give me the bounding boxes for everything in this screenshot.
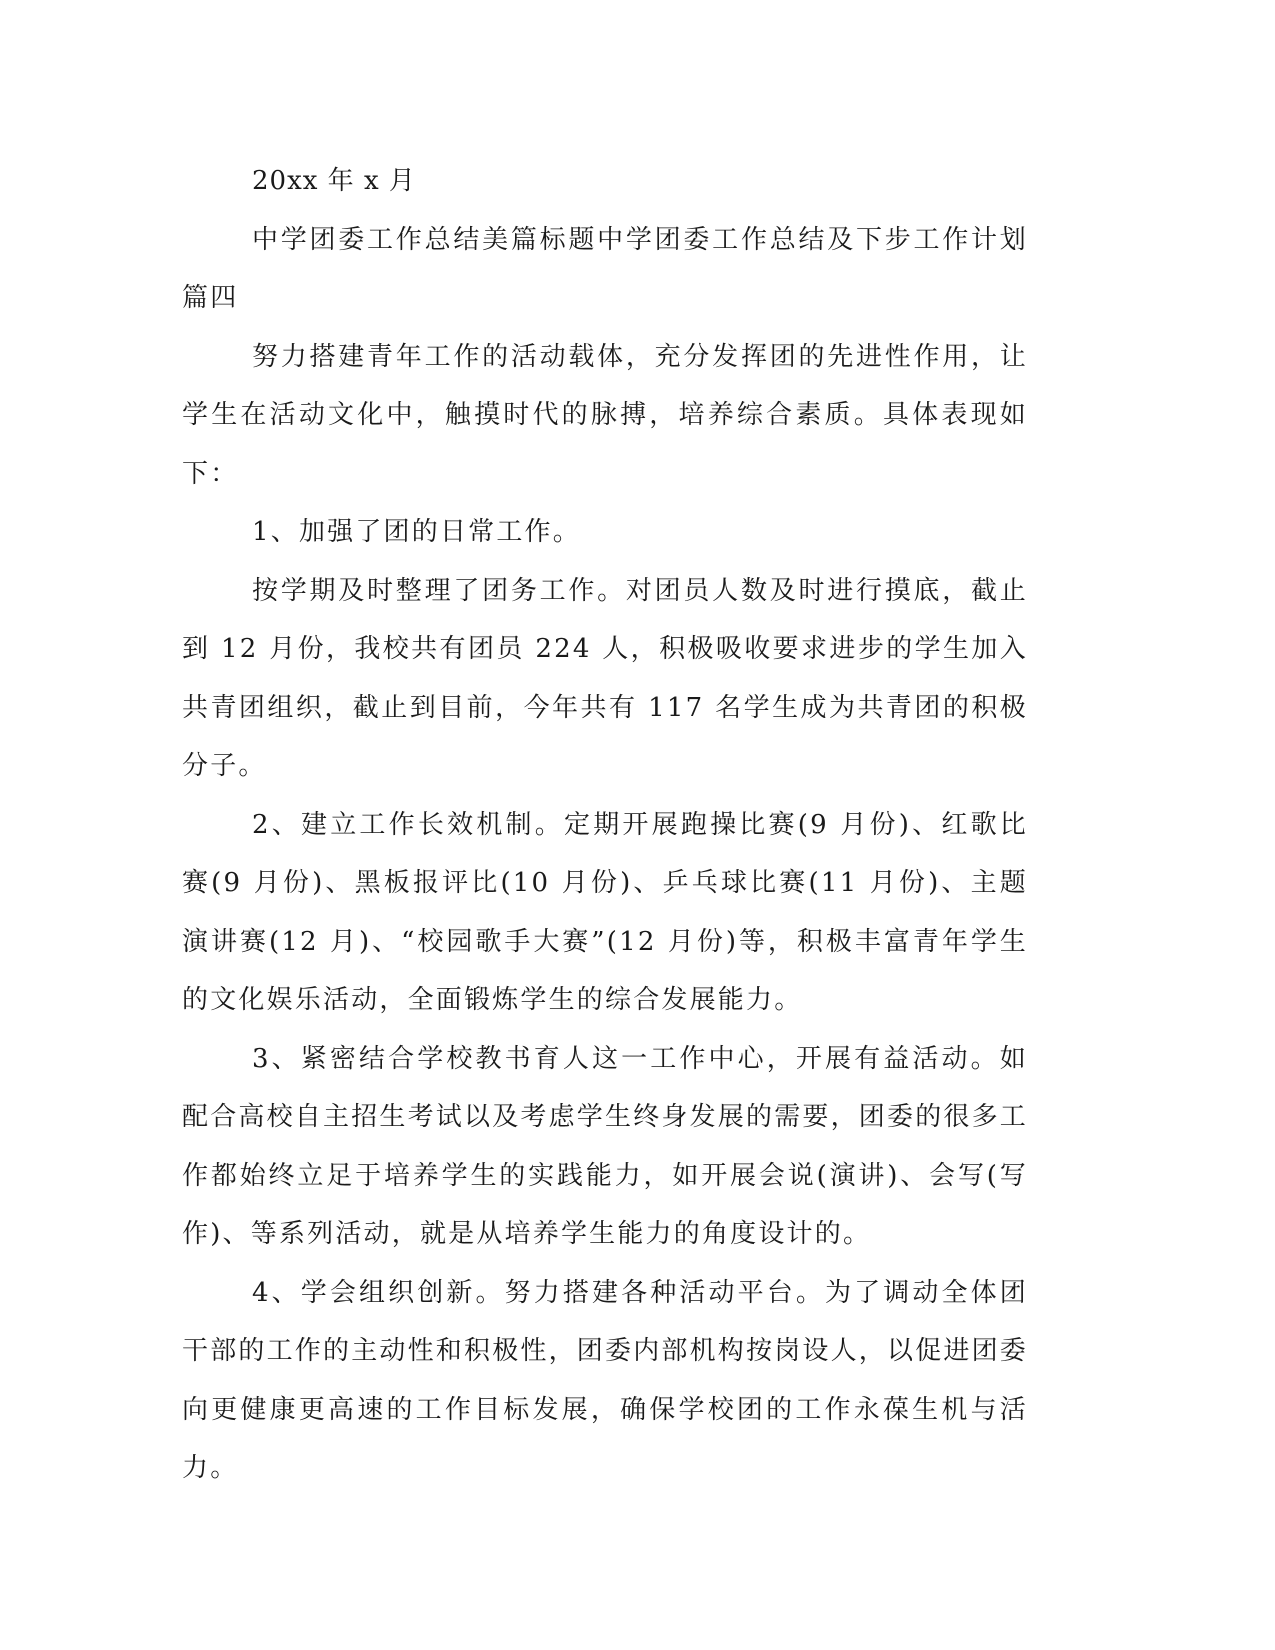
paragraph-title: 中学团委工作总结美篇标题中学团委工作总结及下步工作计划篇四 (182, 224, 1028, 313)
paragraph-item-1-heading: 1、加强了团的日常工作。 (252, 517, 581, 547)
paragraph-item-3: 3、紧密结合学校教书育人这一工作中心，开展有益活动。如配合高校自主招生考试以及考虑学生终身发展的需要，团委的很多工作都始终立足于培养学生的实践能力，如开展会说(演讲)、会写(写作)、等系列活动，就是从培养学生能力的角度设计的。 (182, 1043, 1029, 1249)
paragraph-item-4: 4、学会组织创新。努力搭建各种活动平台。为了调动全体团干部的工作的主动性和积极性，团委内部机构按岗设人，以促进团委向更健康更高速的工作目标发展，确保学校团的工作永葆生机与活力。 (182, 1277, 1029, 1483)
date-line: 20xx 年 x 月 (252, 166, 416, 196)
paragraph-item-1-body: 按学期及时整理了团务工作。对团员人数及时进行摸底，截止到 12 月份，我校共有团员 224 人，积极吸收要求进步的学生加入共青团组织，截止到目前，今年共有 117 名学生成为共青团的积极分子。 (182, 575, 1028, 781)
paragraph-item-2: 2、建立工作长效机制。定期开展跑操比赛(9 月份)、红歌比赛(9 月份)、黑板报评比(10 月份)、乒乓球比赛(11 月份)、主题演讲赛(12 月)、“校园歌手大赛”(12 月份)等，积极丰富青年学生的文化娱乐活动，全面锻炼学生的综合发展能力。 (182, 809, 1028, 1015)
paragraph-intro: 努力搭建青年工作的活动载体，充分发挥团的先进性作用，让学生在活动文化中，触摸时代的脉搏，培养综合素质。具体表现如下： (182, 341, 1028, 489)
document-body (182, 152, 1028, 1498)
